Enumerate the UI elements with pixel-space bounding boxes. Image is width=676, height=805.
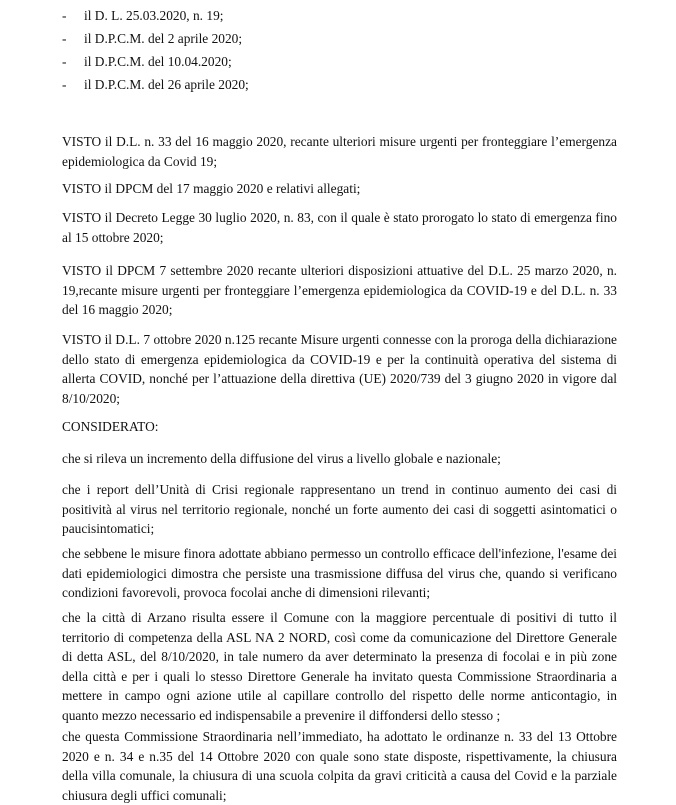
references-list (62, 4, 249, 96)
considerato-paragraph: che la città di Arzano risulta essere il Comune con la maggiore percentuale di positivi di tutto il territorio di competenza della ASL NA 2 NORD, così come da comunicazione del Direttore Generale di detta ASL, del 8/10/2020, in tale numero da aver determinato la presenza di focolai e in più zone della città e per i quali lo stesso Direttore Generale ha invitato questa Commissione Straordinaria a mettere in campo ogni azione utile al capillare controllo del rispetto delle norme anticontagio, in quanto mezzo necessario ed indispensabile a prevenire il diffondersi dello stesso ; (62, 610, 617, 723)
list-item-text: il D.P.C.M. del 10.04.2020; (84, 54, 232, 69)
considerato-paragraph: che questa Commissione Straordinaria nell’immediato, ha adottato le ordinanze n. 33 del 13 Ottobre 2020 e n. 34 e n.35 del 14 Ottobre 2020 con quale sono state disposte, rispettivamente, la chiusura della villa comunale, la chiusura di una scuola colpita da gravi criticità a causa del Covid e la parziale chiusura degli uffici comunali; (62, 729, 617, 803)
visto-paragraph: VISTO il D.L. n. 33 del 16 maggio 2020, recante ulteriori misure urgenti per fronteggiare l’emergenza epidemiologica da Covid 19; (62, 134, 617, 169)
visto-paragraph: VISTO il Decreto Legge 30 luglio 2020, n. 83, con il quale è stato prorogato lo stato di emergenza fino al 15 ottobre 2020; (62, 210, 617, 245)
considerato-heading: CONSIDERATO: (62, 419, 159, 434)
visto-paragraph: VISTO il D.L. 7 ottobre 2020 n.125 recante Misure urgenti connesse con la proroga della dichiarazione dello stato di emergenza epidemiologica da COVID-19 e per la continuità operativa del sistema di allerta COVID, nonché per l’attuazione della direttiva (UE) 2020/739 del 3 giugno 2020 in vigore dal 8/10/2020; (62, 332, 617, 406)
list-item (62, 27, 249, 50)
considerato-paragraph: che i report dell’Unità di Crisi regionale rappresentano un trend in continuo aumento dei casi di positività al virus nel territorio regionale, nonché un forte aumento dei casi di soggetti asintomatici o paucisintomatici; (62, 482, 617, 536)
list-item-text: il D. L. 25.03.2020, n. 19; (84, 8, 224, 23)
bullet-dash: - (62, 77, 67, 92)
list-item (62, 4, 249, 27)
bullet-dash: - (62, 8, 67, 23)
list-item-text: il D.P.C.M. del 26 aprile 2020; (84, 77, 249, 92)
visto-paragraph: VISTO il DPCM 7 settembre 2020 recante ulteriori disposizioni attuative del D.L. 25 marzo 2020, n. 19,recante misure urgenti per fronteggiare l’emergenza epidemiologica da COVID-19 e del D.L. n. 33 del 16 maggio 2020; (62, 263, 617, 317)
considerato-paragraph: che sebbene le misure finora adottate abbiano permesso un controllo efficace dell'infezione, l'esame dei dati epidemiologici dimostra che persiste una trasmissione diffusa del virus che, quando si verificano condizioni favorevoli, provoca focolai anche di dimensioni rilevanti; (62, 546, 617, 600)
list-item (62, 73, 249, 96)
visto-paragraph: VISTO il DPCM del 17 maggio 2020 e relativi allegati; (62, 181, 361, 196)
considerato-paragraph: che si rileva un incremento della diffusione del virus a livello globale e nazionale; (62, 451, 501, 466)
list-item-text: il D.P.C.M. del 2 aprile 2020; (84, 31, 243, 46)
bullet-dash: - (62, 54, 67, 69)
bullet-dash: - (62, 31, 67, 46)
list-item (62, 50, 249, 73)
